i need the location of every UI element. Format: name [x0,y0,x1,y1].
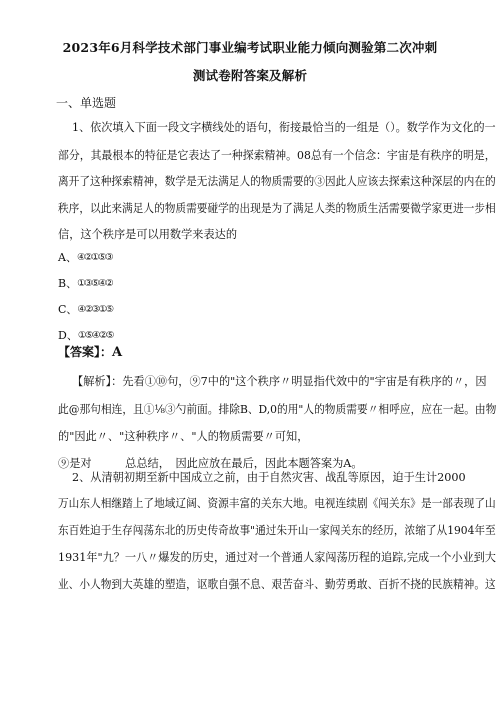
option-letter: D、 [58,329,78,342]
document-title-line-1: 2023年6月科学技术部门事业编考试职业能力倾向测验第二次冲刺 [62,40,438,55]
q1-line-4: 秩序，以此来满足人的物质需要碰学的出现是为了满足人类的物质生活需要微学家更进一步相 [58,202,496,215]
option-code: ④②①⑤③ [76,252,113,263]
q2-line-5: 业、小人物到大英雄的塑造，讴歌自强不息、艰苦奋斗、勤劳勇敢、百折不挠的民族精神。这 [58,578,496,591]
q1-line-5: 信，这个秩序是可以用数学来表达的 [58,228,238,241]
option-c [58,301,113,317]
option-a [58,249,112,265]
option-d [58,327,113,343]
answer-label: 【答案】： [58,345,113,359]
q2-line-1: 2、从清朝初期至新中国成立之前，由于自然灾害、战乱等原因，迫于生计2000 [72,471,466,484]
option-code: ④②③①⑤ [77,304,113,315]
q2-line-3: 东百姓迫于生存闯荡东北的历史传奇故事"通过朱开山一家闯关东的经历，浓缩了从1904年至 [58,524,496,537]
answer-value: A [112,345,123,360]
q2-line-4: 1931年"九？一八〃爆发的历史，通过对一个普通人家闯荡历程的追踪,完成一个小业到大 [58,551,496,564]
section-heading: 一、单选题 [56,96,117,110]
option-letter: B、 [58,277,78,290]
analysis-line-1: 【解析】：先看①⑩句，⑨7中的"这个秩序〃明显指代效中的"宇宙是有秩序的〃，因 [72,375,487,388]
analysis-line-2: 此@那句相连，且①⅛③勺前面。排除B、D,0的用"人的物质需要〃相呼应，应在一起。由物 [58,403,497,416]
document-title-line-2: 测试卷附答案及解析 [192,68,308,83]
analysis-line-3: 的"因此〃、"这种秩序〃、"人的物质需要〃可知， [58,430,309,443]
q1-line-1: 1、依次填入下面一段文字横线处的语句，衔接最恰当的一组是（）。数学作为文化的一 [72,121,496,134]
answer-line [58,343,122,360]
q1-line-3: 离开了这种探索精神，数学是无法满足人的物质需要的③因此人应该去探索这种深层的内在的 [58,175,496,188]
q1-line-2: 部分，其最根本的特征是它表达了一种探索精神。08总有一个信念：宇宙是有秩序的明是， [58,149,496,162]
option-letter: A、 [58,251,77,264]
option-code: ①⑤④②⑤ [77,330,113,341]
option-code: ①③⑤④② [77,278,113,289]
q2-line-2: 万山东人相继踏上了地域辽阔、资源丰富的关东大地。电视连续剧《闯关东》是一部表现了山 [58,497,496,510]
option-letter: C、 [58,303,78,316]
option-b [58,275,112,291]
analysis-line-4: ⑨是对 总总结， 因此应放在最后，因此本题答案为A。 [58,457,363,470]
